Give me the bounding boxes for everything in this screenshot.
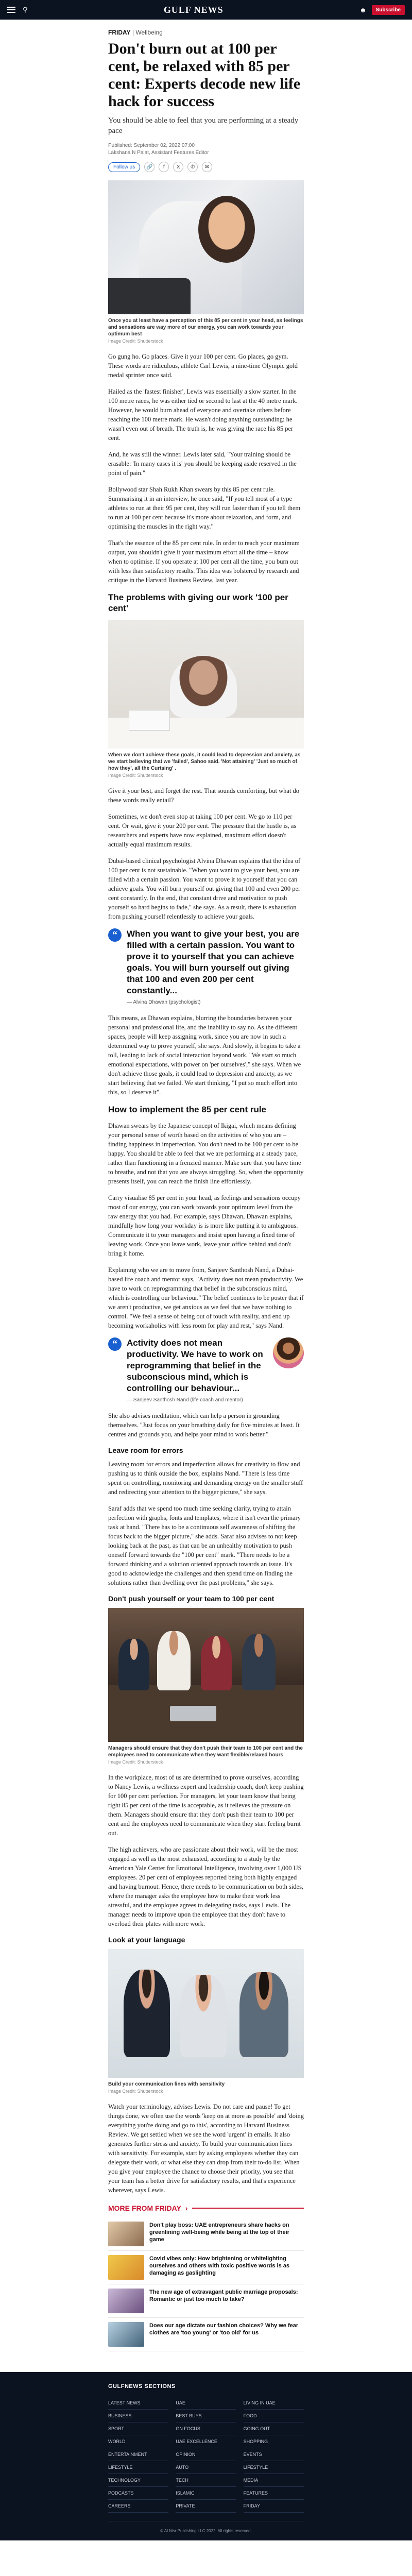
section-link[interactable]: FRIDAY — [108, 29, 131, 36]
thumbnail — [108, 2222, 144, 2246]
subheading: How to implement the 85 per cent rule — [108, 1105, 267, 1114]
quote-icon: “ — [108, 1337, 122, 1351]
footer-link[interactable]: AUTO — [176, 2461, 236, 2474]
twitter-icon[interactable]: X — [173, 162, 183, 172]
footer-link[interactable]: PODCASTS — [108, 2487, 168, 2500]
user-icon[interactable]: ☻ — [359, 6, 367, 14]
list-item[interactable] — [108, 2217, 304, 2251]
body-paragraph: She also advises meditation, which can help a person in grounding themselves. "Just focus on your breathing daily for five minutes at least. It centres and grounds you, and helps your mind to work better." — [108, 1412, 300, 1438]
person-shape — [242, 1634, 276, 1690]
article-meta — [108, 142, 304, 157]
list-item[interactable] — [108, 2284, 304, 2318]
stressed-woman-image — [108, 620, 304, 749]
email-icon[interactable]: ✉ — [202, 162, 212, 172]
menu-icon[interactable] — [7, 7, 15, 13]
footer-link[interactable]: GN FOCUS — [176, 2422, 236, 2435]
whatsapp-icon[interactable]: ✆ — [187, 162, 198, 172]
body-paragraph: And, he was still the winner. Lewis later said, "Your training should be erasable: 'In many cases it is' you should be keeping aside reserved in the point of pain." — [108, 451, 297, 477]
pull-quote — [108, 1337, 304, 1403]
pull-quote-text: When you want to give your best, you are filled with a certain passion. You want to prove it to yourself that you can achieve goals. You will burn yourself out giving that 100 and even 200 per cent constantly... — [127, 929, 300, 995]
footer-link[interactable]: FEATURES — [244, 2487, 304, 2500]
thumbnail — [108, 2322, 144, 2347]
subheading: Look at your language — [108, 1936, 185, 1944]
body-paragraph: Dhawan swears by the Japanese concept of Ikigai, which means defining your personal sense of worth based on the activities of who you are – finding happiness in imperfection. You don't need to be 100 per cent to be happy. You should be able to feel that we are performing at a steady pace, rather than functioning in a frenzied manner. Make sure that you have time to breathe, and not that you are always struggling. So, when the opportunity presents itself, you can reach the finish line effortlessly. — [108, 1122, 304, 1185]
hero-credit: Image Credit: Shutterstock — [108, 338, 163, 344]
footer-link[interactable]: MEDIA — [244, 2474, 304, 2487]
footer-link[interactable]: ENTERTAINMENT — [108, 2448, 168, 2461]
body-paragraph: That's the essence of the 85 per cent rule. In order to reach your maximum output, you shouldn't give it your maximum effort all the time – know when to optimise. If you operate at 100 per cent all the time, you burn out with less than satisfactory results. This idea was bolstered by research and critique in the Harvard Business Review, last year. — [108, 539, 300, 584]
image-caption: When we don't achieve these goals, it could lead to depression and anxiety, as we start believing that we 'failed', Sahoo said. 'Not attaining' 'Just so much of how they', all the Curtsing' . — [108, 752, 301, 771]
search-icon[interactable]: ⚲ — [23, 6, 28, 13]
pull-quote — [108, 928, 304, 1005]
image-credit: Image Credit: Shutterstock — [108, 1759, 163, 1765]
list-item[interactable] — [108, 2251, 304, 2284]
subheading: Leave room for errors — [108, 1446, 183, 1454]
share-row — [108, 162, 304, 172]
list-item-title[interactable]: The new age of extravagant public marriage proposals: Romantic or just too much to take? — [149, 2289, 298, 2302]
image-credit: Image Credit: Shutterstock — [108, 773, 163, 778]
footer-link[interactable]: BUSINESS — [108, 2410, 168, 2422]
footer-link[interactable]: UAE EXCELLENCE — [176, 2435, 236, 2448]
body-paragraph: Give it your best, and forget the rest. That sounds comforting, but what do these words really entail? — [108, 787, 300, 804]
author-line[interactable]: Lakshana N Palat, Assistant Features Editor — [108, 150, 209, 156]
body-paragraph: Watch your terminology, advises Lewis. Do not care and pause! To get things done, we often use the words 'keep on at more as possible' and 'doing everything you're doing and go to this', according to Harvard Business Review. We get settled when we see the word 'urgent' in emails. It also generates further stress and anxiety. To build your communication lines with sensitivity. For example, start by asking employees whether they can delegate their work, or what else they can drop from their to-do list. When you give your employee the chance to choose their priority, you see that your team has a better drive for satisfactory results, and that's experience wherever, says Lewis. — [108, 2103, 304, 2194]
papers-shape — [129, 710, 170, 731]
body-paragraph: Saraf adds that we spend too much time seeking clarity, trying to attain perfection with graphs, fonts and templates, where it isn't even the primary task at hand. "There has to be a continuous self awareness of shifting the focus back to the bigger picture," she adds. Saraf also advises to not keep looking back at the past, as that can be an unhealthy motivation to push oneself forward towards the "100 per cent" mark. "There needs to be a forward thinking and a solution oriented approach towards an issue. It's good to acknowledge the challenges and then spend time on finding the solutions rather than dwelling over the past problems," she says. — [108, 1505, 301, 1586]
footer-link[interactable]: LIVING IN UAE — [244, 2397, 304, 2410]
body-paragraph: In the workplace, most of us are determined to prove ourselves, according to Nancy Lewis, a wellness expert and leadership coach, don't keep pushing for 100 per cent perfection. For managers, let your team know that being right 85 per cent of the time is acceptable, as it relieves the pressure on them. Managers should ensure that they don't push their team to 100 per cent and the employees need to communicate when they start feeling burnt out. — [108, 1774, 304, 1837]
hero-image — [108, 180, 304, 314]
body-paragraph: Sometimes, we don't even stop at taking 100 per cent. We go to 110 per cent. Or wait, give it your 200 per cent. The pressure that the hustle is, as researchers and experts have now explained, maximum effort doesn't actually equal maximum results. — [108, 813, 297, 848]
footer-link[interactable]: EVENTS — [244, 2448, 304, 2461]
footer-link[interactable]: OPINION — [176, 2448, 236, 2461]
body-paragraph: Go gung ho. Go places. Give it your 100 per cent. Go places, go gym. These words are ridiculous, athlete Carl Lewis, a nine-time Olympic gold medal sprinter once said. — [108, 353, 298, 379]
footer-link[interactable]: FRIDAY — [244, 2500, 304, 2513]
footer-link[interactable]: WORLD — [108, 2435, 168, 2448]
subheading: The problems with giving our work '100 per cent' — [108, 592, 288, 613]
thumbnail — [108, 2255, 144, 2280]
footer-link[interactable]: LIFESTYLE — [244, 2461, 304, 2474]
footer-link[interactable]: GOING OUT — [244, 2422, 304, 2435]
pull-quote-text: Activity does not mean productivity. We have to work on reprogramming that belief in the subconscious mind, which is controlling our behaviour... — [127, 1338, 263, 1393]
section-breadcrumb: FRIDAY | Wellbeing — [108, 29, 163, 36]
pull-quote-attribution: — Alvina Dhawan (psychologist) — [127, 999, 201, 1005]
article-standfirst: You should be able to feel that you are performing at a steady pace — [108, 116, 299, 135]
footer-link[interactable]: LATEST NEWS — [108, 2397, 168, 2410]
footer-link[interactable]: FOOD — [244, 2410, 304, 2422]
footer-link[interactable]: LIFESTYLE — [108, 2461, 168, 2474]
person-shape — [180, 1975, 227, 2057]
hero-caption: Once you at least have a perception of this 85 per cent in your head, as feelings and sensations are way more of our energy, you can work towards your optimum best — [108, 318, 303, 337]
list-item-title[interactable]: Does our age dictate our fashion choices? Why we fear clothes are 'too young' or 'too old' for us — [149, 2323, 299, 2336]
image-caption: Build your communication lines with sensitivity — [108, 2081, 225, 2087]
pull-quote-attribution: — Sanjeev Santhosh Nand (life coach and mentor) — [127, 1397, 243, 1403]
person-shape — [118, 1639, 149, 1690]
top-navigation-bar — [0, 0, 412, 20]
team-meeting-image — [108, 1608, 304, 1742]
footer-link[interactable]: TECHNOLOGY — [108, 2474, 168, 2487]
person-shape — [157, 1631, 191, 1690]
footer-link[interactable]: CAREERS — [108, 2500, 168, 2513]
person-shape — [201, 1636, 232, 1690]
body-paragraph: This means, as Dhawan explains, blurring the boundaries between your personal and professional life, and the inability to say no. As the different spaces, people will keep assigning work, since you are now in such a determined way to prove yourself, she says. And slowly, it begins to take a toll, leading to lack of social interaction beyond work. "We start so much emotional expectations, with power on 'per ourselves'," she says. When we don't achieve those goals, it could lead to depression and anxiety, as we start believing that we failed. We start thinking, "I put so much effort into this, so I deserve it". — [108, 1014, 301, 1096]
facebook-icon[interactable]: f — [159, 162, 169, 172]
share-link-icon[interactable]: 🔗 — [144, 162, 154, 172]
list-item[interactable] — [108, 2318, 304, 2351]
footer-link[interactable]: TECH — [176, 2474, 236, 2487]
list-item-title[interactable]: Don't play boss: UAE entrepreneurs share hacks on greenlining well-being while being at the top of their game — [149, 2222, 289, 2243]
subscribe-button[interactable]: Subscribe — [372, 5, 405, 15]
quote-author-avatar — [273, 1337, 304, 1368]
hero-laptop-shape — [108, 278, 191, 314]
quote-icon: “ — [108, 928, 122, 942]
publish-date: Published: September 02, 2022 07:00 — [108, 143, 195, 148]
footer-link[interactable]: SHOPPING — [244, 2435, 304, 2448]
woman-figure-shape — [170, 656, 237, 718]
more-list — [108, 2217, 304, 2351]
footer-link[interactable]: PRIVATE — [176, 2500, 236, 2513]
thumbnail — [108, 2289, 144, 2313]
article-headline: Don't burn out at 100 per cent, be relaxed with 85 per cent: Experts decode new life hack for success — [108, 40, 301, 110]
body-paragraph: Explaining who we are to move from, Sanjeev Santhosh Nand, a Dubai-based life coach and mentor says, "Activity does not mean productivity. We have to work on reprogramming that belief in the subconscious mind, which is controlling our behaviour." The belief continues to be poster that if we aren't productive, we get anxious as we feel that we have nothing to control. "We feel a sense of being out of touch with reality, and end up becoming workaholics with less room for play and rest," says Nand. — [108, 1266, 304, 1329]
subsection-link[interactable]: Wellbeing — [135, 29, 163, 36]
footer-title: GULFNEWS SECTIONS — [108, 2383, 176, 2389]
body-paragraph: The high achievers, who are passionate about their work, will be the most engaged as well as the most exhausted, according to a study by the American Yale Center for Emotional Intelligence, involving over 1,000 US employees. 20 per cent of employees reported being both highly engaged and having burnout. Hence, there needs to be communication on both sides, where the manager asks the employee how to make their work less stressful, and the employee agrees to delegating tasks, says Lewis. The manager needs to improve upon the employee that they don't have to overload their plates with more work. — [108, 1846, 304, 1927]
body-paragraph: Carry visualise 85 per cent in your head, as feelings and sensations occupy most of our energy, you can work towards your optimum level from the raw energy that you had. For example, says Dhawan, Dhawan explains, mindfully how long your workday is is more like putting it to ambiguous. Communicate it to your managers and insist upon having a fixed time of leaving work. Once you leave work, leave your office behind and don't bring it home. — [108, 1194, 301, 1257]
footer-link[interactable]: BEST BUYS — [176, 2410, 236, 2422]
footer-copyright: © Al Nisr Publishing LLC 2022. All rights reserved. — [108, 2521, 304, 2540]
footer-link[interactable]: SPORT — [108, 2422, 168, 2435]
laptop-shape — [170, 1706, 216, 1721]
site-footer — [0, 2372, 412, 2540]
more-from-heading: MORE FROM FRIDAY › — [108, 2204, 304, 2212]
subheading: Don't push yourself or your team to 100 per cent — [108, 1595, 274, 1603]
footer-link[interactable]: UAE — [176, 2397, 236, 2410]
image-credit: Image Credit: Shutterstock — [108, 2089, 163, 2094]
hero-woman-head-shape — [198, 196, 255, 263]
body-paragraph: Dubai-based clinical psychologist Alvina Dhawan explains that the idea of 100 per cent is not sustainable. "When you want to give your best, you are filled with a certain passion. You want to prove it to yourself that you can achieve goals. You will burn yourself out giving that 100 and even 200 per cent constantly. In the end, that constant drive and motivation to push yourself so hard begins to fade," she says. As a result, there is exhaustion from pushing yourself relentlessly to achieve your goals. — [108, 857, 301, 920]
communication-image — [108, 1949, 304, 2078]
footer-link[interactable]: ISLAMIC — [176, 2487, 236, 2500]
footer-links — [108, 2397, 304, 2513]
follow-us-button[interactable]: Follow us — [108, 162, 140, 172]
body-paragraph: Leaving room for errors and imperfection allows for creativity to flow and pushing us to think outside the box, explains Nand. "There is less time spent on controlling, monitoring and demanding energy on the smaller stuff and redirecting your attention to the bigger picture," she says. — [108, 1461, 303, 1496]
person-shape — [124, 1970, 170, 2057]
chevron-right-icon[interactable]: › — [185, 2204, 188, 2212]
body-paragraph: Hailed as the 'fastest finisher', Lewis was essentially a slow starter. In the 100 metre races, he was either tied or second to last at the 40 metre mark. However, he would burn ahead of everyone and overtake others before reaching the 100 metre mark. He wasn't doing anything outstanding: he wasn't even out of breath. The truth is, he was giving the race his 85 per cent. — [108, 388, 298, 442]
list-item-title[interactable]: Covid vibes only: How brightening or whitelighting ourselves and others with toxic positive words is as damaging as gaslighting — [149, 2256, 290, 2276]
site-logo[interactable]: GULF NEWS — [163, 4, 224, 15]
body-paragraph: Bollywood star Shah Rukh Khan swears by this 85 per cent rule. Summarising it in an interview, he once said, "If you tell most of a type athletes to run at their 95 per cent, they will run faster than if you tell them to run at 100 per cent because it's more about relaxation, and form, and optimising the muscles in the right way." — [108, 486, 301, 530]
image-caption: Managers should ensure that they don't push their team to 100 per cent and the employees need to communicate when they want flexible/relaxed hours — [108, 1745, 303, 1758]
person-shape — [239, 1972, 288, 2057]
